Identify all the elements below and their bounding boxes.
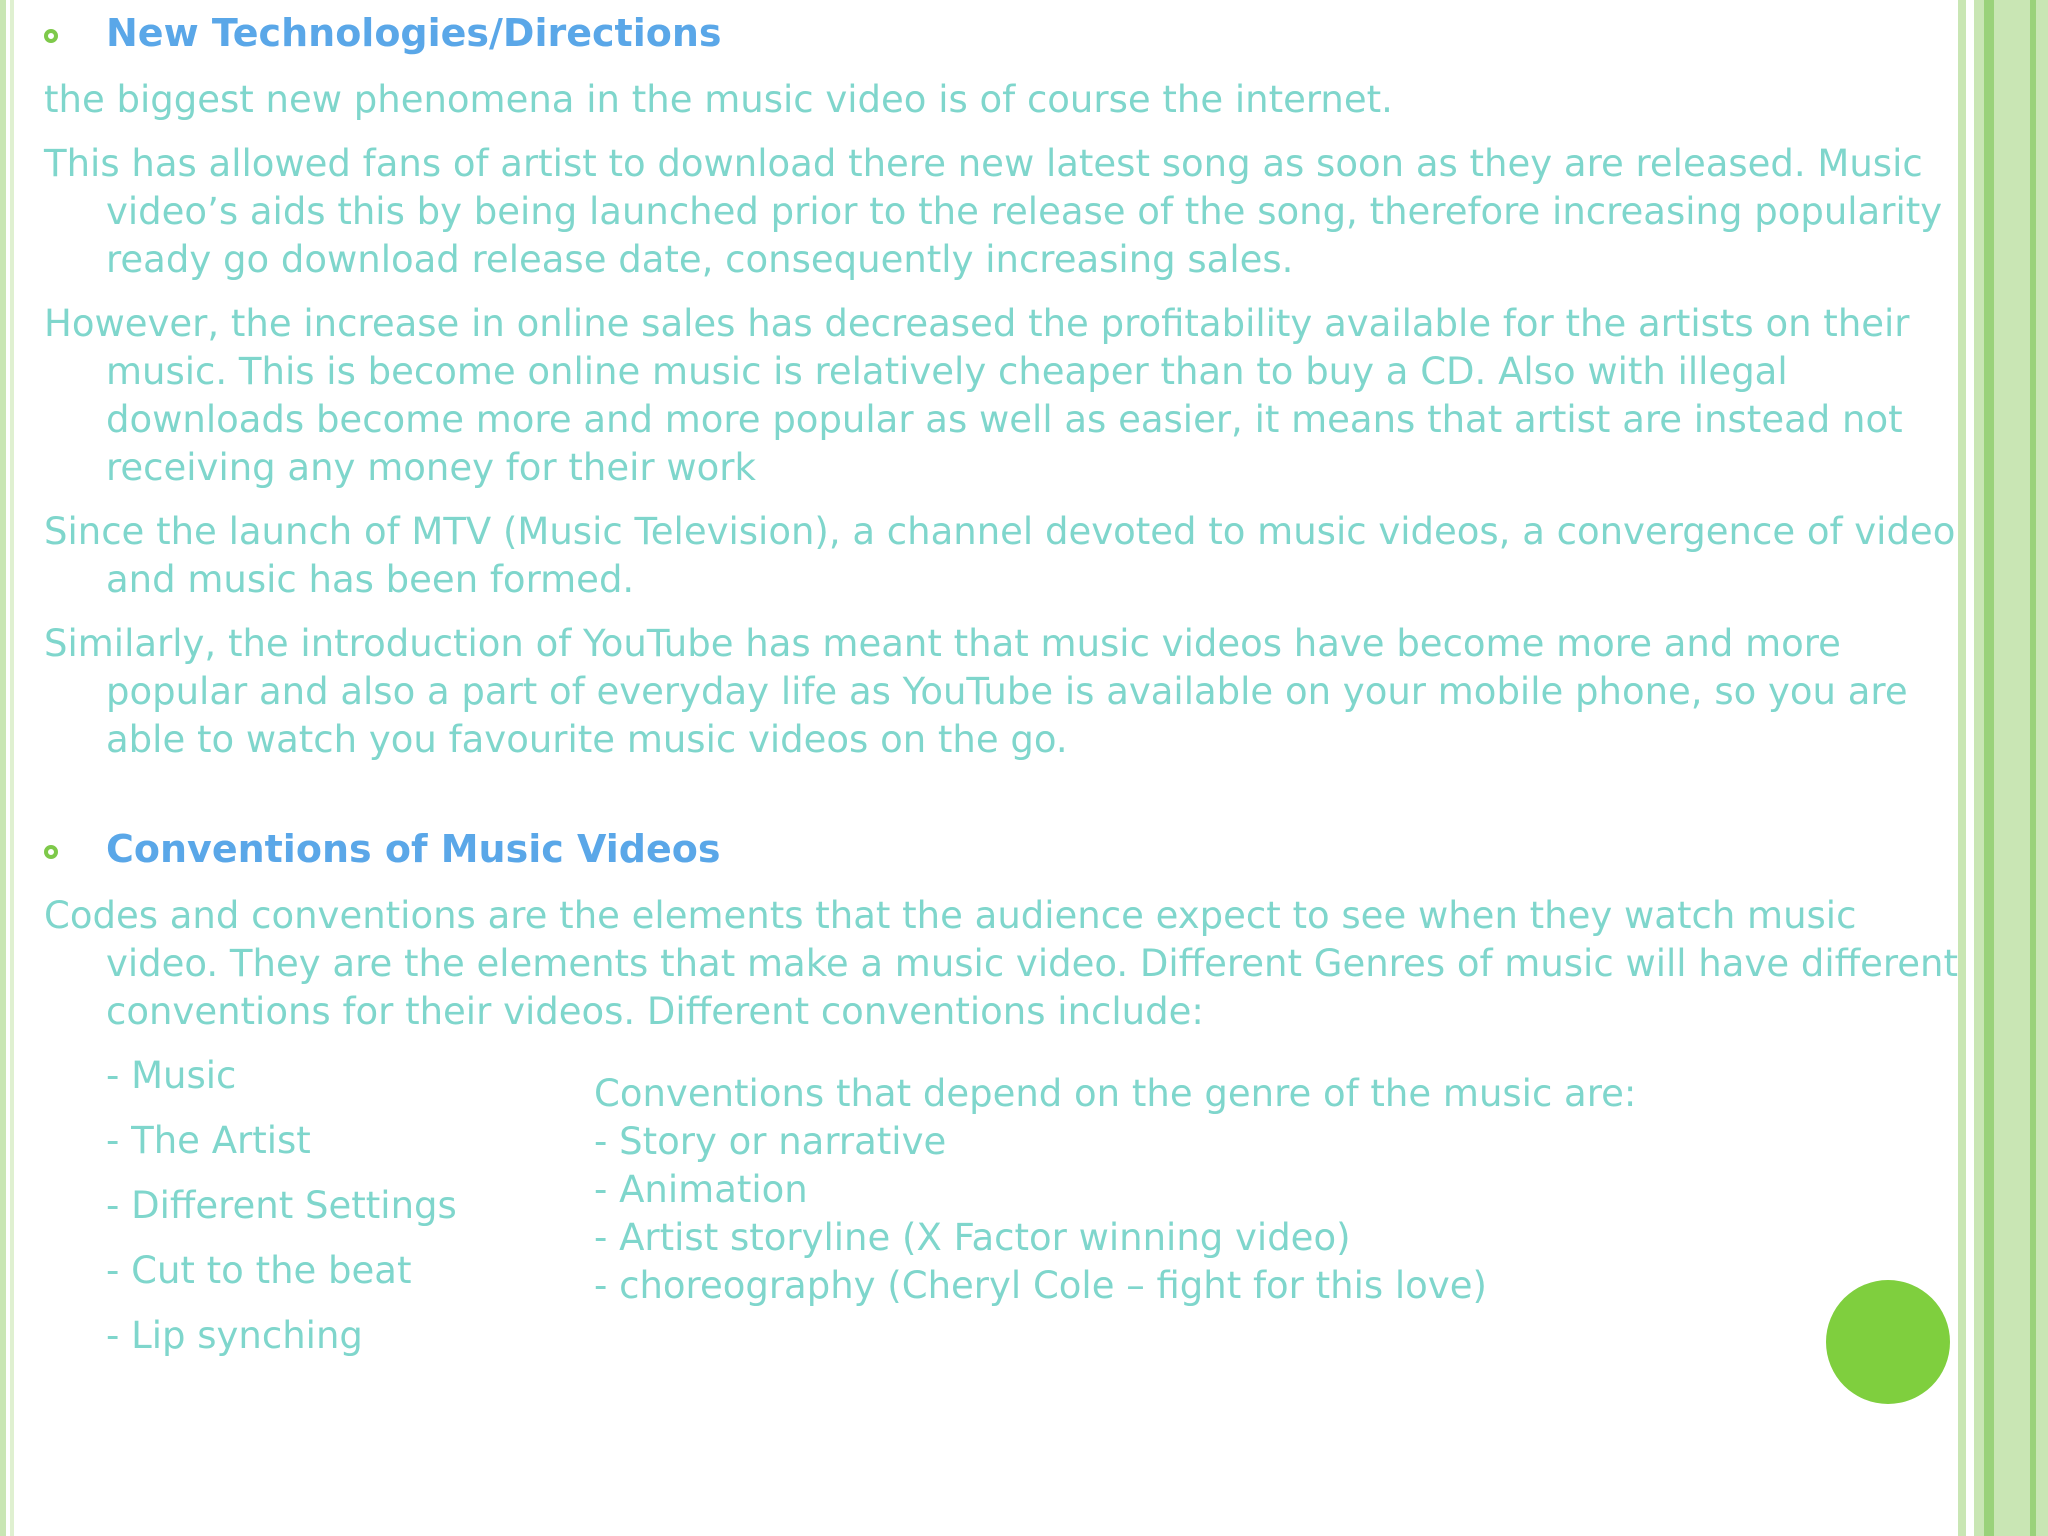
list-item: - Different Settings <box>106 1184 457 1227</box>
paragraph: Codes and conventions are the elements that the audience expect to see when they watch music video. They are the elements that make a music video. Different Genres of music will have different conventions for their videos. Different conventions include: <box>44 894 1958 1033</box>
paragraph: Since the launch of MTV (Music Television), a channel devoted to music videos, a convergence of video and music has been formed. <box>44 510 1956 601</box>
paragraph: Similarly, the introduction of YouTube has meant that music videos have become more and more popular and also a part of everyday life as YouTube is available on your mobile phone, so you are able to watch you favourite music videos on the go. <box>44 622 1908 761</box>
list-item: - choreography (Cheryl Cole – fight for this love) <box>594 1264 1487 1307</box>
left-border-stripe <box>0 0 6 1536</box>
left-border-stripe-inner <box>10 0 14 1536</box>
list-item: - Music <box>106 1054 237 1097</box>
circle-bullet-icon <box>44 845 58 859</box>
right-border-line <box>2030 0 2036 1536</box>
paragraph: However, the increase in online sales has decreased the profitability available for the artists on their music. This is become online music is relatively cheaper than to buy a CD. Also with illegal downloads become more and more popular as well as easier, it means that artist are instead not receiving any money for their work <box>44 302 1910 489</box>
paragraph: This has allowed fans of artist to download there new latest song as soon as they are released. Music video’s aids this by being launched prior to the release of the song, therefore increasing popularity ready go download release date, consequently increasing sales. <box>44 142 1943 281</box>
section-heading-conventions: Conventions of Music Videos <box>106 827 721 871</box>
genre-conventions-title: Conventions that depend on the genre of the music are: <box>594 1072 1637 1115</box>
decorative-green-circle <box>1826 1280 1950 1404</box>
right-border-band <box>1974 0 1984 1536</box>
list-item: - Animation <box>594 1168 808 1211</box>
right-border-band-dark <box>1984 0 1994 1536</box>
list-item: - Lip synching <box>106 1314 363 1357</box>
section-heading-new-technologies: New Technologies/Directions <box>106 11 722 55</box>
list-item: - Story or narrative <box>594 1120 947 1163</box>
list-item: - The Artist <box>106 1119 311 1162</box>
circle-bullet-icon <box>44 29 58 43</box>
paragraph: the biggest new phenomena in the music video is of course the internet. <box>44 78 1393 121</box>
list-item: - Cut to the beat <box>106 1249 412 1292</box>
right-border-band-light <box>1994 0 2048 1536</box>
list-item: - Artist storyline (X Factor winning video) <box>594 1216 1351 1259</box>
